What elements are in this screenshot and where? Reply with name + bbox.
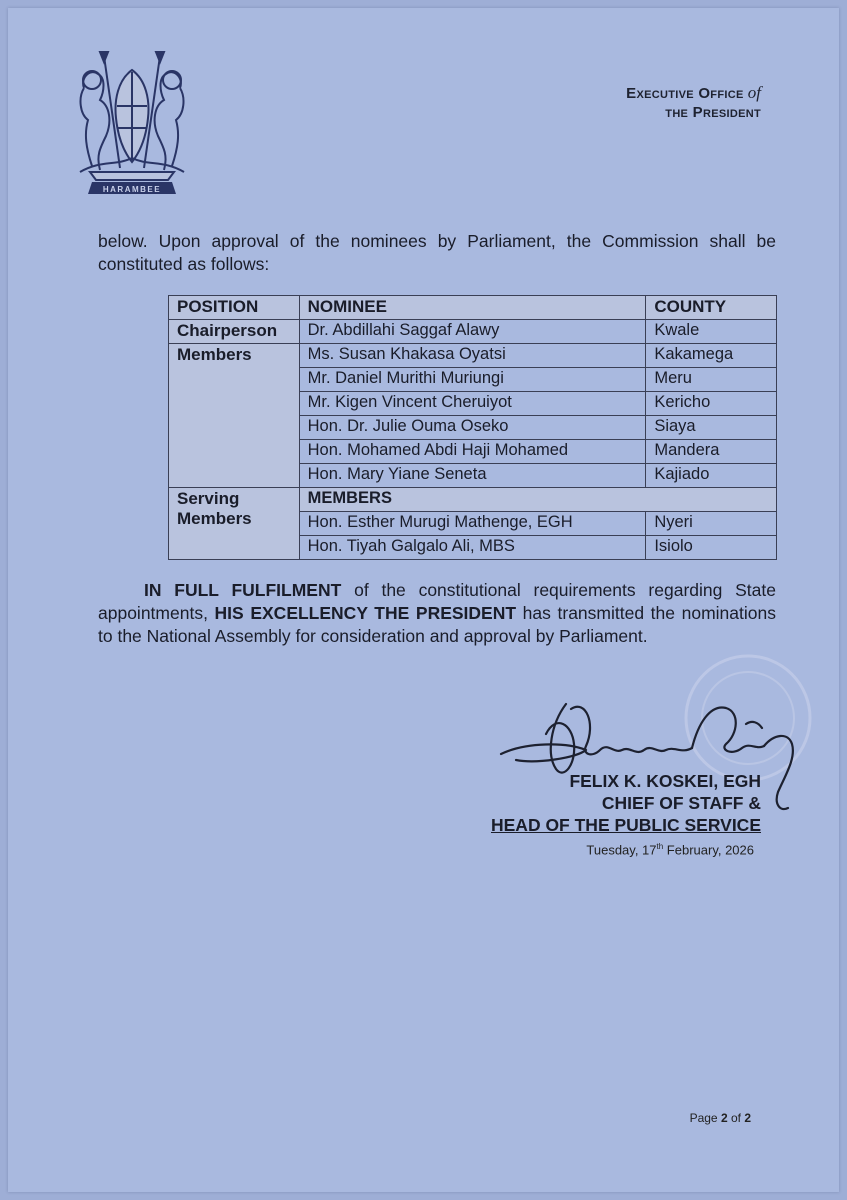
- coat-of-arms-icon: [70, 48, 194, 198]
- nominee-name: Hon. Tiyah Galgalo Ali, MBS: [299, 536, 646, 560]
- header-of: of: [747, 83, 761, 102]
- page-total: 2: [744, 1111, 751, 1125]
- table-row: [169, 320, 777, 344]
- serving-members-subheader: MEMBERS: [299, 488, 776, 512]
- position-chairperson: Chairperson: [169, 320, 300, 344]
- nominee-name: Hon. Mary Yiane Seneta: [299, 464, 646, 488]
- table-header-row: [169, 296, 777, 320]
- nominee-name: Dr. Abdillahi Saggaf Alawy: [299, 320, 646, 344]
- office-header: [626, 83, 761, 122]
- date-post: February, 2026: [663, 842, 754, 858]
- serving-label-line2: Members: [177, 509, 252, 528]
- nominee-name: Hon. Esther Murugi Mathenge, EGH: [299, 512, 646, 536]
- table-row: [169, 344, 777, 368]
- nominee-name: Mr. Kigen Vincent Cheruiyot: [299, 392, 646, 416]
- closing-bold-1: IN FULL FULFILMENT: [144, 580, 342, 600]
- closing-bold-2: HIS EXCELLENCY THE PRESIDENT: [214, 603, 517, 623]
- signatory-title-2: HEAD OF THE PUBLIC SERVICE: [491, 815, 761, 835]
- nominee-county: Kericho: [646, 392, 777, 416]
- nominee-county: Kwale: [646, 320, 777, 344]
- page-of-word: of: [727, 1111, 745, 1125]
- nominee-county: Meru: [646, 368, 777, 392]
- nominee-name: Mr. Daniel Murithi Muriungi: [299, 368, 646, 392]
- signatory-block: [491, 770, 761, 836]
- closing-paragraph: [98, 579, 776, 648]
- header-line1: Executive Office: [626, 85, 744, 102]
- nominee-county: Mandera: [646, 440, 777, 464]
- nominee-name: Ms. Susan Khakasa Oyatsi: [299, 344, 646, 368]
- document-date: [586, 842, 754, 857]
- position-members: Members: [169, 344, 300, 488]
- page-word: Page: [689, 1111, 721, 1125]
- nominee-county: Nyeri: [646, 512, 777, 536]
- serving-label-line1: Serving: [177, 489, 240, 508]
- signatory-title-1: CHIEF OF STAFF &: [601, 793, 761, 813]
- nominee-county: Siaya: [646, 416, 777, 440]
- col-header-position: POSITION: [169, 296, 300, 320]
- table-row: [169, 488, 777, 512]
- closing-text-1: of the constitutional requirements regarding State appointments,: [98, 580, 776, 623]
- nominee-name: Hon. Dr. Julie Ouma Oseko: [299, 416, 646, 440]
- nominee-name: Hon. Mohamed Abdi Haji Mohamed: [299, 440, 646, 464]
- date-pre: Tuesday, 17: [586, 842, 657, 858]
- intro-paragraph: below. Upon approval of the nominees by Parliament, the Commission shall be constituted as follows:: [98, 231, 776, 274]
- document-page: [8, 8, 839, 1192]
- position-serving-members: [169, 488, 300, 560]
- page-number: [690, 1111, 751, 1125]
- nominee-county: Kajiado: [646, 464, 777, 488]
- nominees-table: [168, 295, 777, 560]
- page-current: 2: [720, 1111, 728, 1125]
- emblem-motto: HARAMBEE: [102, 185, 162, 194]
- nominee-county: Isiolo: [646, 536, 777, 560]
- col-header-county: COUNTY: [646, 296, 777, 320]
- closing-text-2: has transmitted the nominations to the National Assembly for consideration and approval by Parliament.: [98, 603, 776, 646]
- date-suffix: th: [656, 842, 664, 851]
- signatory-name: FELIX K. KOSKEI, EGH: [569, 771, 761, 791]
- header-line2: the President: [665, 104, 761, 121]
- col-header-nominee: NOMINEE: [299, 296, 646, 320]
- nominee-county: Kakamega: [646, 344, 777, 368]
